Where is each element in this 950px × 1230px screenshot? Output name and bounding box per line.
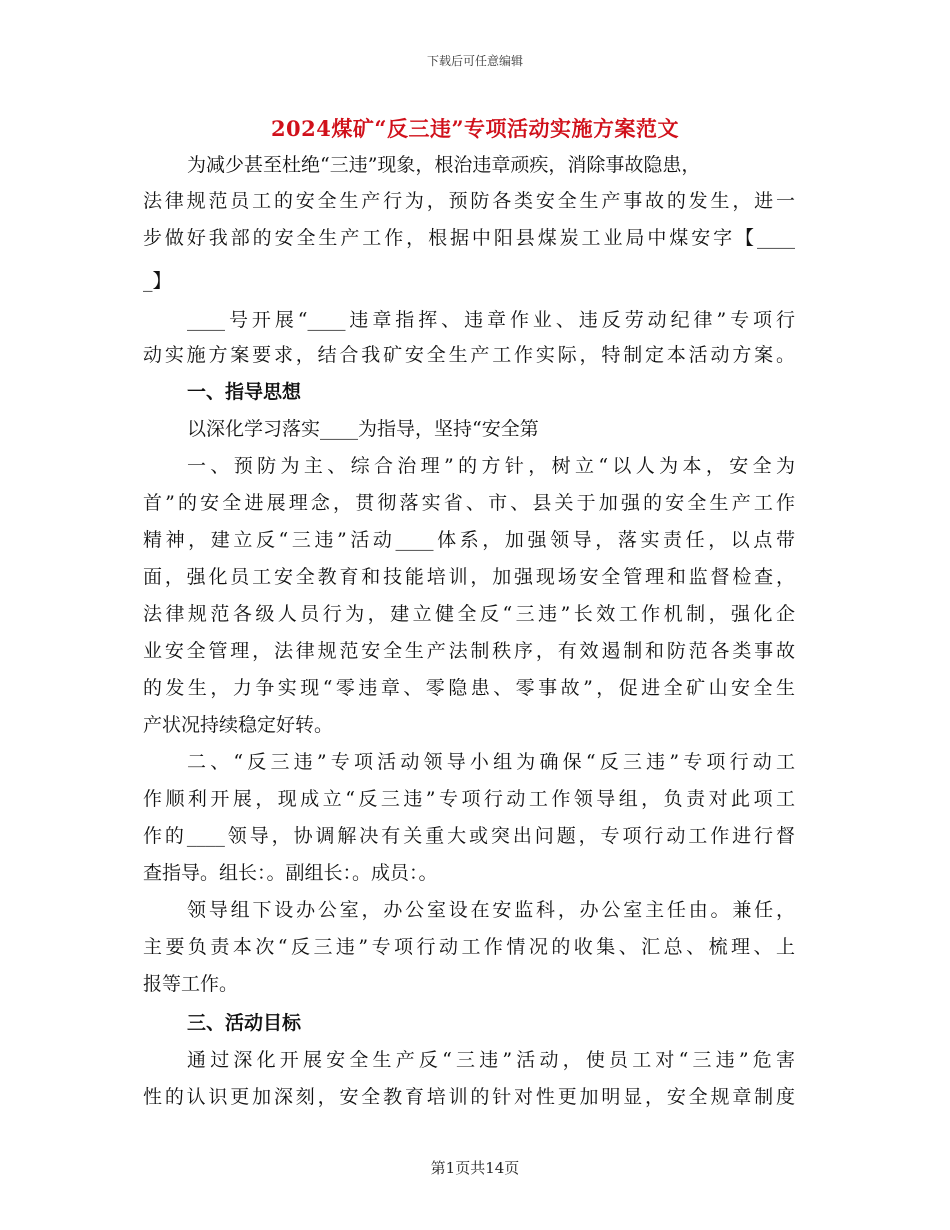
body-line: _】 — [143, 270, 172, 292]
body-line: 报等工作。 — [143, 973, 239, 995]
body-line: 产状况持续稳定好转。 — [143, 714, 334, 736]
body-line: 二、“反三违”专项活动领导小组为确保“反三违”专项行动工 — [187, 751, 795, 773]
body-line: 领导组下设办公室，办公室设在安监科，办公室主任由。兼任， — [187, 899, 795, 921]
body-line: 法律规范各级人员行为，建立健全反“三违”长效工作机制，强化企 — [143, 603, 795, 625]
body-line: 为减少甚至杜绝“三违”现象，根治违章顽疾，消除事故隐患， — [187, 154, 701, 176]
section-heading: 一、指导思想 — [187, 381, 302, 403]
body-line: 步做好我部的安全生产工作，根据中阳县煤炭工业局中煤安字【____ — [143, 227, 795, 249]
body-line: 精神，建立反“三违”活动____体系，加强领导，落实责任，以点带 — [143, 529, 795, 551]
body-line: 查指导。组长：。副组长：。成员：。 — [143, 862, 438, 884]
page-footer: 第1页共14页 — [430, 1159, 520, 1177]
page-header: 下载后可任意编辑 — [426, 54, 523, 68]
body-line: 通过深化开展安全生产反“三违”活动，使员工对“三违”危害 — [187, 1049, 795, 1071]
body-line: 以深化学习落实____为指导，坚持“安全第 — [187, 418, 539, 440]
body-line: 作顺利开展，现成立“反三违”专项行动工作领导组，负责对此项工 — [143, 788, 795, 810]
body-line: 面，强化员工安全教育和技能培训，加强现场安全管理和监督检查， — [143, 566, 795, 588]
body-line: 业安全管理，法律规范安全生产法制秩序，有效遏制和防范各类事故 — [143, 640, 795, 662]
body-line: 的发生，力争实现“零违章、零隐患、零事故”，促进全矿山安全生 — [143, 677, 795, 699]
body-line: 一、预防为主、综合治理”的方针，树立“以人为本，安全为 — [187, 455, 795, 477]
body-line: 动实施方案要求，结合我矿安全生产工作实际，特制定本活动方案。 — [143, 344, 795, 366]
body-line: 首”的安全进展理念，贯彻落实省、市、县关于加强的安全生产工作 — [143, 492, 795, 514]
document-title: 2024煤矿“反三违”专项活动实施方案范文 — [270, 116, 680, 141]
body-line: 法律规范员工的安全生产行为，预防各类安全生产事故的发生，进一 — [143, 190, 795, 212]
body-line: 性的认识更加深刻，安全教育培训的针对性更加明显，安全规章制度 — [143, 1086, 795, 1108]
section-heading: 三、活动目标 — [187, 1012, 302, 1034]
body-line: 主要负责本次“反三违”专项行动工作情况的收集、汇总、梳理、上 — [143, 936, 795, 958]
body-line: ____号开展“____违章指挥、违章作业、违反劳动纪律”专项行 — [187, 309, 795, 331]
body-line: 作的____领导，协调解决有关重大或突出问题，专项行动工作进行督 — [143, 825, 795, 847]
